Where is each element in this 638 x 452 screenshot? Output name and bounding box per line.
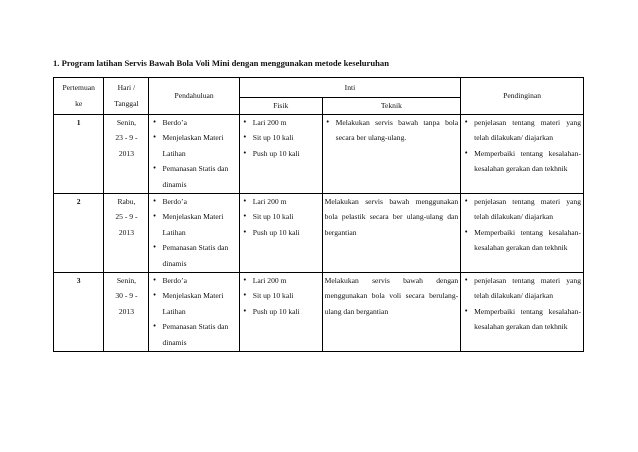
header-hari xyxy=(104,78,149,115)
list-item: • Push up 10 kali xyxy=(242,225,320,241)
date-line: 2013 xyxy=(118,227,135,237)
date-line: Rabu, xyxy=(117,196,136,206)
list-item: • Pemanasan Statis dan dinamis xyxy=(151,161,236,192)
header-hari-line1: Hari / xyxy=(117,83,136,93)
table-row xyxy=(54,114,584,193)
pendahuluan-cell xyxy=(149,272,239,351)
date-line: 2013 xyxy=(118,148,135,158)
header-teknik: Teknik xyxy=(322,98,461,115)
list-item: • penjelasan tentang materi yang telah dilakukan/ diajarkan xyxy=(463,115,581,146)
list-item: • Menjelaskan Materi Latihan xyxy=(151,209,236,240)
fisik-cell xyxy=(239,272,322,351)
pendinginan-cell xyxy=(461,114,584,193)
header-pendahuluan: Pendahuluan xyxy=(149,78,239,115)
list-item: • Pemanasan Statis dan dinamis xyxy=(151,240,236,271)
session-number: 2 xyxy=(54,193,104,272)
header-pertemuan-line1: Pertemuan xyxy=(62,83,95,93)
date-line: Senin, xyxy=(116,275,137,285)
session-date xyxy=(104,114,149,193)
header-inti: Inti xyxy=(239,78,460,98)
fisik-cell xyxy=(239,114,322,193)
list-item: • Berdo’a xyxy=(151,115,236,131)
header-pendinginan: Pendinginan xyxy=(461,78,584,115)
table-row xyxy=(54,193,584,272)
session-number: 3 xyxy=(54,272,104,351)
pendinginan-cell xyxy=(461,272,584,351)
date-line: 25 - 9 - xyxy=(115,212,138,222)
list-item: • Sit up 10 kali xyxy=(242,288,320,304)
table-row xyxy=(54,272,584,351)
list-item: • Pemanasan Statis dan dinamis xyxy=(151,319,236,350)
session-number: 1 xyxy=(54,114,104,193)
pendinginan-cell xyxy=(461,193,584,272)
list-item: • Sit up 10 kali xyxy=(242,130,320,146)
list-item: • Memperbaiki tentang kesalahan-kesalahan gerakan dan tekhnik xyxy=(463,146,581,177)
list-item: • Memperbaiki tentang kesalahan-kesalahan gerakan dan tekhnik xyxy=(463,304,581,335)
list-item: • penjelasan tentang materi yang telah dilakukan/ diajarkan xyxy=(463,194,581,225)
list-item: • penjelasan tentang materi yang telah dilakukan/ diajarkan xyxy=(463,273,581,304)
list-item: • Lari 200 m xyxy=(242,115,320,131)
list-item: • Menjelaskan Materi Latihan xyxy=(151,130,236,161)
header-pertemuan xyxy=(54,78,104,115)
list-item: • Berdo’a xyxy=(151,273,236,289)
list-item: • Lari 200 m xyxy=(242,194,320,210)
header-hari-line2: Tanggal xyxy=(114,98,139,108)
teknik-cell: Melakukan servis bawah dengan menggunakan bola voli secara berulang-ulang dan bergantian xyxy=(322,272,461,351)
session-date xyxy=(104,193,149,272)
teknik-cell xyxy=(322,114,461,193)
date-line: 23 - 9 - xyxy=(115,133,138,143)
date-line: Senin, xyxy=(116,117,137,127)
teknik-cell: Melakukan servis bawah menggunakan bola pelastik secara ber ulang-ulang dan bergantian xyxy=(322,193,461,272)
pendahuluan-cell xyxy=(149,193,239,272)
list-item: • Lari 200 m xyxy=(242,273,320,289)
list-item: • Menjelaskan Materi Latihan xyxy=(151,288,236,319)
fisik-cell xyxy=(239,193,322,272)
header-fisik: Fisik xyxy=(239,98,322,115)
pendahuluan-cell xyxy=(149,114,239,193)
list-item: • Push up 10 kali xyxy=(242,146,320,162)
session-date xyxy=(104,272,149,351)
list-item: • Sit up 10 kali xyxy=(242,209,320,225)
list-item: • Memperbaiki tentang kesalahan-kesalahan gerakan dan tekhnik xyxy=(463,225,581,256)
list-item: • Melakukan servis bawah tanpa bola secara ber ulang-ulang. xyxy=(325,115,459,146)
date-line: 2013 xyxy=(118,306,135,316)
list-item: • Push up 10 kali xyxy=(242,304,320,320)
header-pertemuan-line2: ke xyxy=(75,98,83,108)
training-program-table xyxy=(53,77,584,352)
list-item: • Berdo’a xyxy=(151,194,236,210)
document-heading: 1. Program latihan Servis Bawah Bola Voli Mini dengan menggunakan metode keseluruhan xyxy=(53,58,389,68)
header-row xyxy=(54,78,584,98)
date-line: 30 - 9 - xyxy=(115,291,138,301)
